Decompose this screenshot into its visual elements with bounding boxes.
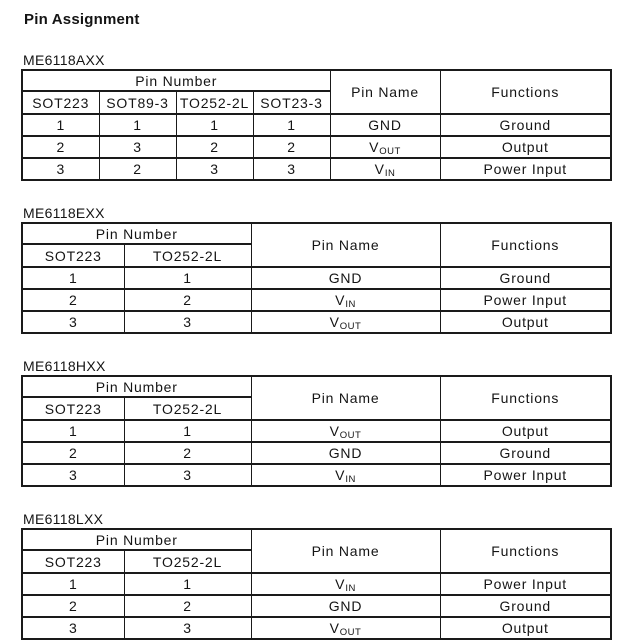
table-row — [22, 311, 611, 333]
function-cell: Output — [440, 420, 611, 442]
table-row — [22, 420, 611, 442]
pin-name-base: GND — [328, 444, 363, 461]
pin-cell: 2 — [22, 595, 124, 617]
table-row — [22, 136, 611, 158]
pin-cell: 3 — [124, 311, 251, 333]
pin-cell: 2 — [99, 158, 176, 180]
pin-name-cell — [251, 420, 440, 442]
pin-cell: 3 — [22, 464, 124, 486]
pin-cell: 2 — [124, 289, 251, 311]
table-row — [22, 158, 611, 180]
pin-cell: 1 — [22, 420, 124, 442]
pin-name-cell — [251, 442, 440, 464]
function-cell: Output — [440, 617, 611, 639]
pin-table-me6118exx — [21, 222, 612, 334]
header-row — [22, 376, 611, 397]
pin-cell: 1 — [99, 114, 176, 136]
header-row — [22, 70, 611, 91]
table-row — [22, 289, 611, 311]
table-row — [22, 267, 611, 289]
pin-cell: 1 — [176, 114, 253, 136]
section-me6118exx — [21, 206, 642, 334]
pin-name-header-cell: Pin Name — [251, 529, 440, 573]
pin-number-header-cell: Pin Number — [22, 529, 251, 550]
functions-header-cell: Functions — [440, 70, 611, 114]
table-row — [22, 573, 611, 595]
function-cell: Power Input — [440, 573, 611, 595]
table-row — [22, 617, 611, 639]
package-header-cell: SOT223 — [22, 550, 124, 573]
pin-name-cell — [251, 289, 440, 311]
pin-cell: 2 — [124, 595, 251, 617]
pin-cell: 2 — [124, 442, 251, 464]
function-cell: Power Input — [440, 464, 611, 486]
pin-name-header-cell: Pin Name — [330, 70, 440, 114]
header-row — [22, 529, 611, 550]
table-row — [22, 595, 611, 617]
pin-name-header-cell: Pin Name — [251, 223, 440, 267]
pin-name-base: V — [335, 575, 346, 592]
pin-number-header-cell: Pin Number — [22, 223, 251, 244]
pin-cell: 1 — [22, 114, 99, 136]
package-header-cell: TO252-2L — [124, 550, 251, 573]
pin-cell: 1 — [22, 573, 124, 595]
pin-number-header-cell: Pin Number — [22, 70, 330, 91]
pin-name-cell — [251, 267, 440, 289]
pin-cell: 1 — [22, 267, 124, 289]
pin-cell: 2 — [22, 289, 124, 311]
pin-name-subscript: IN — [345, 473, 356, 485]
package-header-cell: SOT89-3 — [99, 91, 176, 114]
pin-name-subscript: OUT — [339, 429, 362, 441]
pin-cell: 2 — [22, 136, 99, 158]
function-cell: Ground — [440, 442, 611, 464]
pin-cell: 3 — [22, 617, 124, 639]
section-me6118hxx — [21, 359, 642, 487]
pin-cell: 3 — [22, 311, 124, 333]
package-header-cell: TO252-2L — [176, 91, 253, 114]
pin-cell: 3 — [124, 617, 251, 639]
pin-cell: 3 — [22, 158, 99, 180]
table-row — [22, 114, 611, 136]
pin-name-base: GND — [328, 269, 363, 286]
pin-name-base: V — [329, 422, 340, 439]
pin-name-base: V — [369, 138, 380, 155]
pin-name-subscript: OUT — [339, 626, 362, 638]
pin-cell: 3 — [99, 136, 176, 158]
package-header-cell: SOT223 — [22, 397, 124, 420]
pin-name-base: GND — [368, 116, 402, 133]
pin-name-subscript: IN — [345, 298, 356, 310]
pin-name-cell — [330, 136, 440, 158]
pin-name-subscript: OUT — [379, 145, 401, 157]
function-cell: Ground — [440, 267, 611, 289]
functions-header-cell: Functions — [440, 223, 611, 267]
pin-table-me6118axx — [21, 69, 612, 181]
pin-table-me6118lxx — [21, 528, 612, 640]
pin-cell: 1 — [253, 114, 330, 136]
chip-label: ME6118EXX — [23, 205, 105, 221]
pin-name-cell — [330, 158, 440, 180]
pin-cell: 2 — [176, 136, 253, 158]
pin-name-cell — [251, 617, 440, 639]
pin-name-cell — [251, 464, 440, 486]
pin-table-me6118hxx — [21, 375, 612, 487]
pin-cell: 1 — [124, 420, 251, 442]
function-cell: Ground — [440, 595, 611, 617]
header-row — [22, 223, 611, 244]
pin-cell: 2 — [253, 136, 330, 158]
pin-number-header-cell: Pin Number — [22, 376, 251, 397]
pin-name-subscript: IN — [384, 167, 396, 179]
package-header-cell: SOT23-3 — [253, 91, 330, 114]
package-header-cell: SOT223 — [22, 244, 124, 267]
chip-label: ME6118AXX — [23, 52, 105, 68]
pin-cell: 3 — [176, 158, 253, 180]
pin-name-base: V — [329, 313, 340, 330]
table-row — [22, 464, 611, 486]
pin-name-subscript: IN — [345, 582, 356, 594]
pin-name-cell — [251, 595, 440, 617]
section-me6118lxx — [21, 512, 642, 640]
pin-name-cell — [251, 573, 440, 595]
pin-cell: 3 — [124, 464, 251, 486]
pin-name-cell — [330, 114, 440, 136]
pin-cell: 3 — [253, 158, 330, 180]
pin-name-header-cell: Pin Name — [251, 376, 440, 420]
functions-header-cell: Functions — [440, 529, 611, 573]
function-cell: Power Input — [440, 158, 611, 180]
pin-cell: 2 — [22, 442, 124, 464]
pin-name-subscript: OUT — [339, 320, 362, 332]
page-title: Pin Assignment — [24, 11, 140, 28]
pin-name-base: V — [335, 466, 346, 483]
pin-name-base: V — [329, 619, 340, 636]
table-row — [22, 442, 611, 464]
package-header-cell: TO252-2L — [124, 244, 251, 267]
functions-header-cell: Functions — [440, 376, 611, 420]
pin-cell: 1 — [124, 573, 251, 595]
function-cell: Output — [440, 136, 611, 158]
pin-name-base: V — [374, 160, 385, 177]
chip-label: ME6118LXX — [23, 511, 104, 527]
function-cell: Power Input — [440, 289, 611, 311]
function-cell: Output — [440, 311, 611, 333]
package-header-cell: SOT223 — [22, 91, 99, 114]
pin-cell: 1 — [124, 267, 251, 289]
package-header-cell: TO252-2L — [124, 397, 251, 420]
pin-name-base: GND — [328, 597, 363, 614]
pin-name-cell — [251, 311, 440, 333]
function-cell: Ground — [440, 114, 611, 136]
section-me6118axx — [21, 53, 642, 181]
pin-name-base: V — [335, 291, 346, 308]
chip-label: ME6118HXX — [23, 358, 106, 374]
